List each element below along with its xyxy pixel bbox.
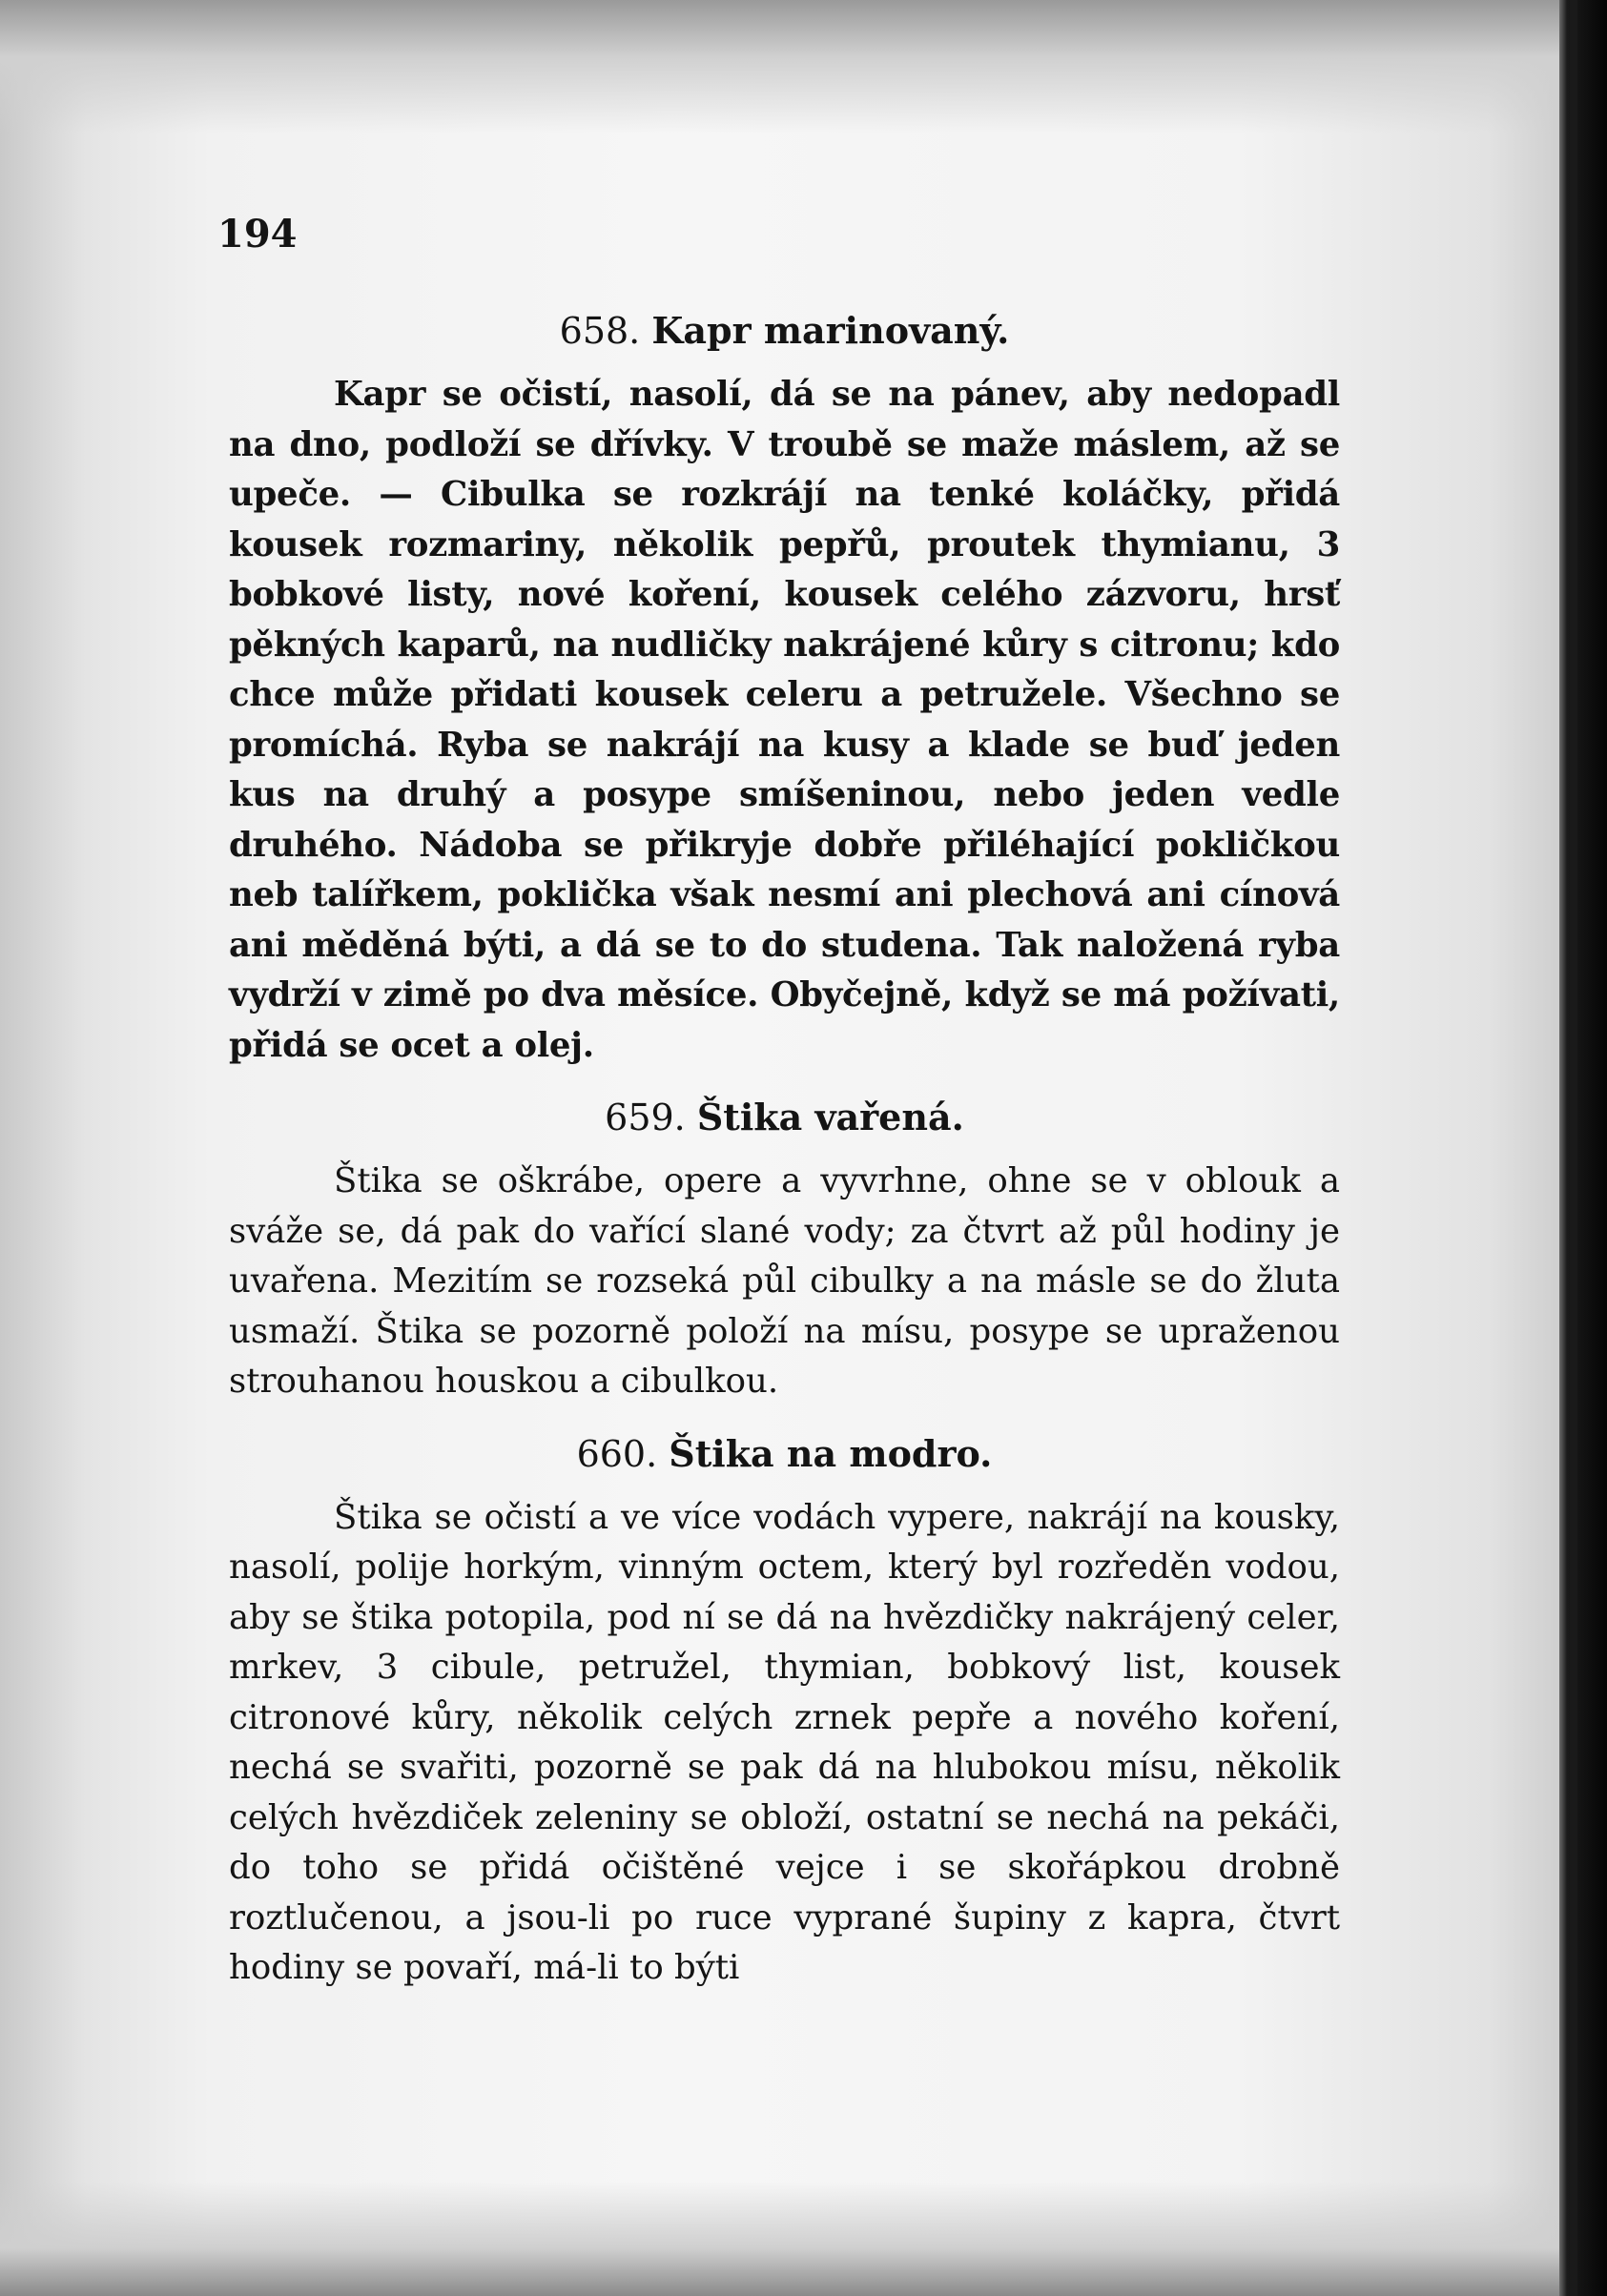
spine-edge-line	[1570, 0, 1577, 2296]
recipe-number: 659.	[605, 1097, 686, 1138]
recipe-number: 658.	[559, 310, 641, 352]
recipe-title: Štika vařená.	[696, 1096, 964, 1138]
recipe-title: Štika na modro.	[669, 1431, 993, 1475]
page-content	[229, 305, 1340, 2015]
recipe-title: Kapr marinovaný.	[651, 309, 1010, 352]
recipe-heading	[229, 1428, 1340, 1480]
recipe-text: Štika se očistí a ve více vodách vypere, nakrájí na kousky, nasolí, polije horkým, vinným octem, který byl rozředěn vodou, aby se štika potopila, pod ní se dá na hvězdičky nakrájený celer, mrkev, 3 cibule, petružel, thymian, bobkový list, kousek citronové kůry, několik celých zrnek pepře a nového koření, nechá se svařiti, pozorně se pak dá na hlubokou mísu, několik celých hvězdiček zeleniny se obloží, ostatní se nechá na pekáči, do toho se přidá očištěné vejce i se skořápkou drobně roztlučenou, a jsou-li po ruce vyprané šupiny z kapra, čtvrt hodiny se povaří, má-li to býti	[229, 1497, 1340, 1987]
recipe-text: Štika se oškrábe, opere a vyvrhne, ohne se v oblouk a sváže se, dá pak do vařící slané vody; za čtvrt až půl hodiny je uvařena. Mezitím se rozseká půl cibulky a na másle se do žluta usmaží. Štika se pozorně položí na mísu, posype se upraženou strouhanou houskou a cibulkou.	[229, 1161, 1340, 1401]
recipe-text: Kapr se očistí, nasolí, dá se na pánev, aby nedopadl na dno, podloží se dřívky. V troubě se maže máslem, až se upeče. — Cibulka se rozkrájí na tenké koláčky, přidá kousek rozmariny, několik pepřů, proutek thymianu, 3 bobkové listy, nové koření, kousek celého zázvoru, hrsť pěkných kaparů, na nudličky nakrájené kůry s citronu; kdo chce může přidati kousek celeru a petružele. Všechno se promíchá. Ryba se nakrájí na kusy a klade se buď jeden kus na druhý a posype smíšeninou, nebo jeden vedle druhého. Nádoba se přikryje dobře přiléhající pokličkou neb talířkem, poklička však nesmí ani plechová ani cínová ani měděná býti, a dá se to do studena. Tak naložená ryba vydrží v zimě po dva měsíce. Obyčejně, když se má požívati, přidá se ocet a olej.	[229, 375, 1340, 1065]
book-spine-shadow	[1559, 0, 1607, 2296]
recipe-number: 660.	[576, 1432, 658, 1475]
recipe-heading	[229, 1092, 1340, 1143]
page-number: 194	[217, 212, 298, 256]
recipe-heading	[229, 305, 1340, 357]
